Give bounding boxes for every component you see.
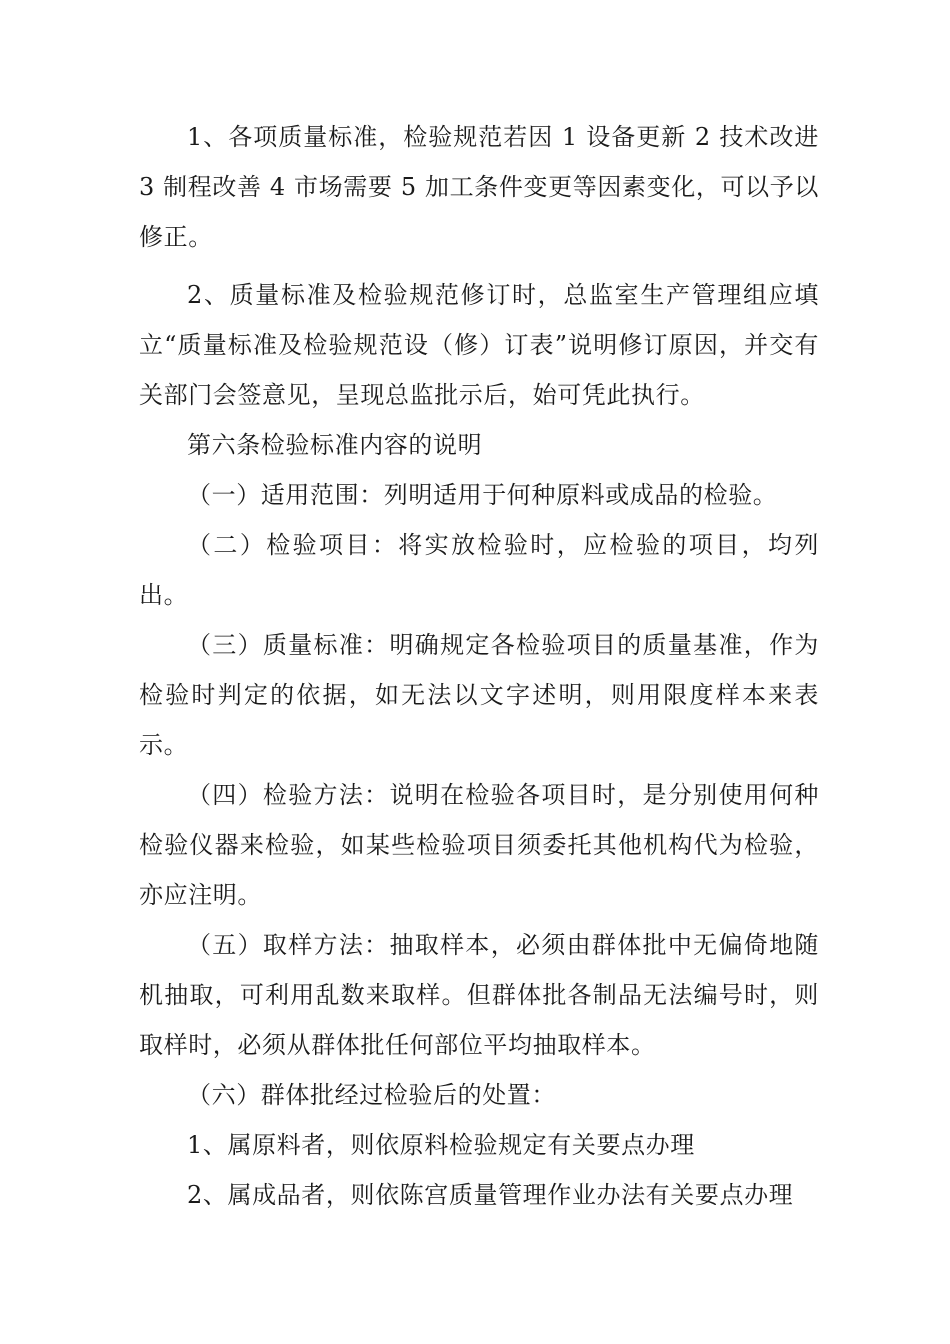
paragraph-inspection-method: （四）检验方法：说明在检验各项目时，是分别使用何种检验仪器来检验，如某些检验项目须委托其他机构代为检验，亦应注明。 — [139, 781, 819, 909]
paragraph-quality-standard: （三）质量标准：明确规定各检验项目的质量基准，作为检验时判定的依据，如无法以文字述明，则用限度样本来表示。 — [139, 631, 819, 759]
article-six-heading: 第六条检验标准内容的说明 — [187, 431, 483, 459]
paragraph-scope: （一）适用范围：列明适用于何种原料或成品的检验。 — [187, 481, 778, 509]
paragraph-inspection-items: （二）检验项目：将实放检验时，应检验的项目，均列出。 — [139, 531, 819, 609]
list-item-raw-material: 1、属原料者，则依原料检验规定有关要点办理 — [187, 1131, 695, 1159]
paragraph-lot-disposition: （六）群体批经过检验后的处置： — [187, 1081, 556, 1109]
paragraph-revision-factors: 1、各项质量标准，检验规范若因 1 设备更新 2 技术改进 3 制程改善 4 市场需要 5 加工条件变更等因素变化，可以予以修正。 — [139, 123, 819, 251]
list-item-finished-product: 2、属成品者，则依陈宫质量管理作业办法有关要点办理 — [187, 1181, 794, 1209]
document-body — [139, 112, 819, 1220]
paragraph-sampling-method: （五）取样方法：抽取样本，必须由群体批中无偏倚地随机抽取，可利用乱数来取样。但群体批各制品无法编号时，则取样时，必须从群体批任何部位平均抽取样本。 — [139, 931, 819, 1059]
paragraph-revision-procedure: 2、质量标准及检验规范修订时，总监室生产管理组应填立“质量标准及检验规范设（修）订表”说明修订原因，并交有关部门会签意见，呈现总监批示后，始可凭此执行。 — [139, 281, 819, 409]
